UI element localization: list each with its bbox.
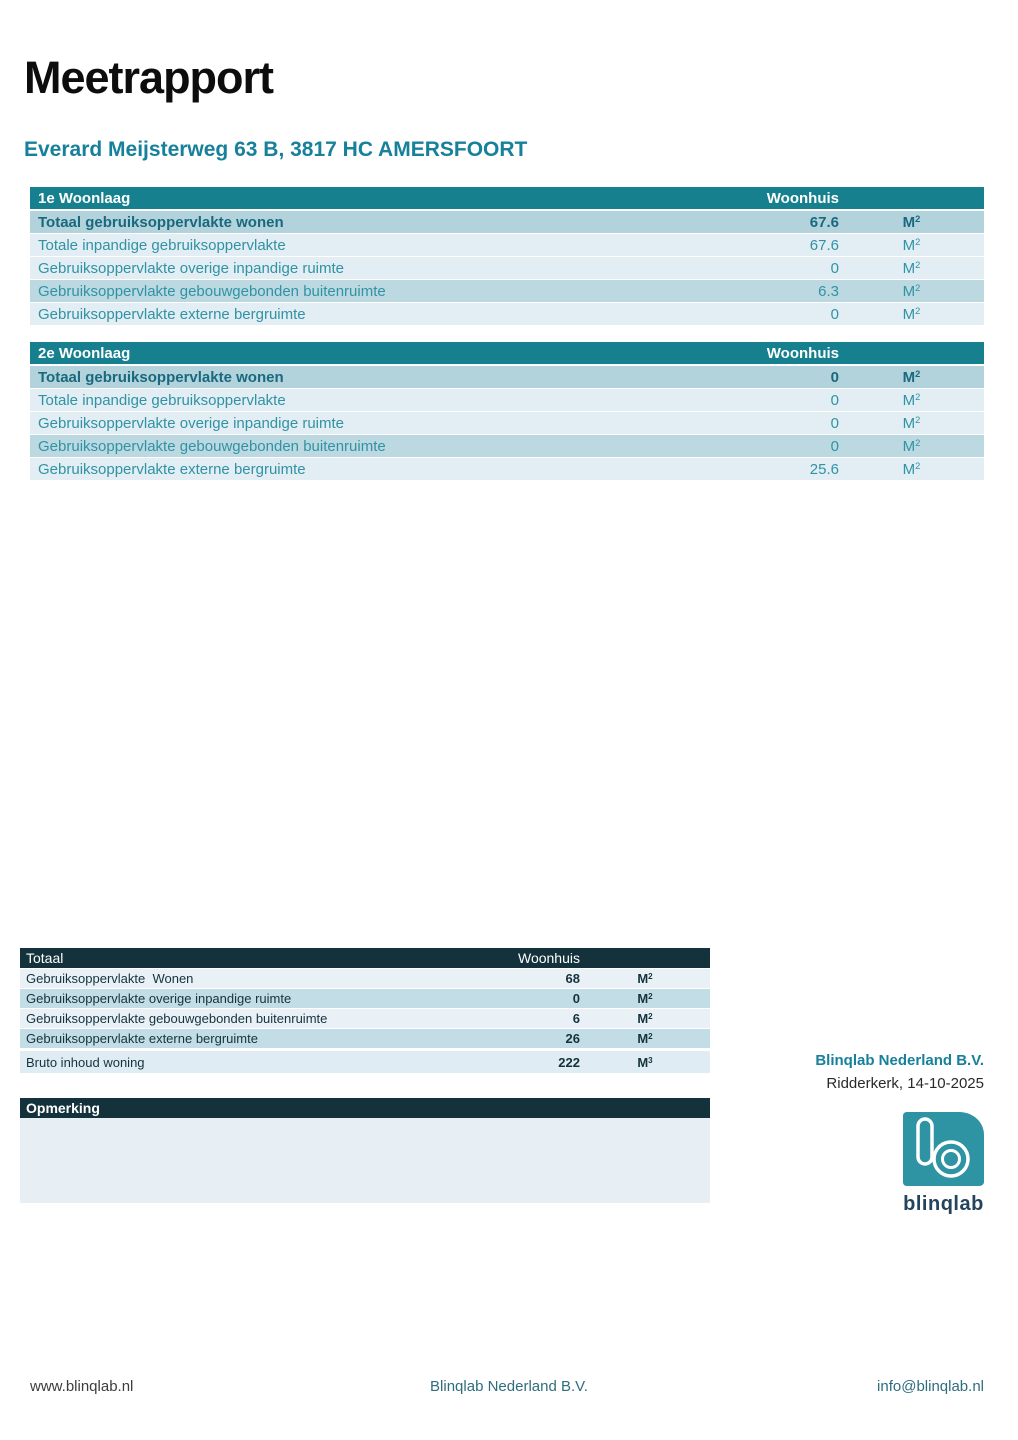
unit-base: M xyxy=(902,259,916,277)
unit-exponent: 2 xyxy=(915,392,921,403)
row-unit xyxy=(839,237,984,254)
unit-base: M xyxy=(902,437,916,455)
row-value: 68 xyxy=(565,971,580,986)
unit-exponent: 2 xyxy=(915,260,921,271)
row-label: Gebruiksoppervlakte externe bergruimte xyxy=(38,305,306,323)
unit-base: M xyxy=(637,1031,649,1046)
unit-base: M xyxy=(902,305,916,323)
unit-exponent: 2 xyxy=(915,283,921,294)
row-unit xyxy=(839,461,984,478)
row-label: Bruto inhoud woning xyxy=(26,1054,145,1070)
row-label: Gebruiksoppervlakte Wonen xyxy=(26,971,194,986)
table-row xyxy=(30,303,984,325)
row-label: Totaal gebruiksoppervlakte wonen xyxy=(38,213,284,231)
row-value: 0 xyxy=(830,259,839,277)
blinqlab-logo xyxy=(903,1112,984,1216)
table-row xyxy=(30,234,984,256)
address-subtitle: Everard Meijsterweg 63 B, 3817 HC AMERSFOORT xyxy=(24,138,528,161)
unit-base: M xyxy=(902,414,916,432)
footer-company: Blinqlab Nederland B.V. xyxy=(430,1378,588,1395)
unit-base: M xyxy=(902,460,916,478)
table-row xyxy=(30,435,984,457)
page-title: Meetrapport xyxy=(24,52,274,103)
row-label: Gebruiksoppervlakte overige inpandige ruimte xyxy=(26,991,292,1006)
row-value: 6 xyxy=(572,1011,580,1026)
table-row xyxy=(20,1009,710,1028)
unit-exponent: 2 xyxy=(648,1032,653,1042)
table-row xyxy=(30,389,984,411)
row-label: Gebruiksoppervlakte externe bergruimte xyxy=(38,460,306,478)
row-label: Gebruiksoppervlakte gebouwgebonden buitenruimte xyxy=(26,1011,328,1026)
unit-base: M xyxy=(902,391,916,409)
column-header-woonhuis: Woonhuis xyxy=(766,189,839,207)
blinqlab-logo-icon xyxy=(903,1112,984,1186)
row-unit xyxy=(839,260,984,277)
unit-exponent: 3 xyxy=(648,1055,653,1065)
unit-exponent: 2 xyxy=(915,438,921,449)
row-value: 0 xyxy=(572,991,580,1006)
column-header-woonhuis: Woonhuis xyxy=(766,344,839,362)
unit-exponent: 2 xyxy=(648,992,653,1002)
row-unit xyxy=(839,214,984,231)
unit-base: M xyxy=(637,971,649,986)
table-row xyxy=(20,969,710,988)
table-totaal xyxy=(20,948,710,1074)
row-unit xyxy=(580,1011,710,1026)
unit-base: M xyxy=(902,368,916,386)
row-value: 0 xyxy=(830,437,839,455)
row-unit xyxy=(839,306,984,323)
footer-email: info@blinqlab.nl xyxy=(877,1378,984,1395)
row-label: Totale inpandige gebruiksoppervlakte xyxy=(38,391,286,409)
unit-base: M xyxy=(902,213,916,231)
table-row xyxy=(20,989,710,1008)
unit-exponent: 2 xyxy=(648,1012,653,1022)
table-row xyxy=(30,412,984,434)
unit-base: M xyxy=(637,1011,649,1026)
table-1e-woonlaag xyxy=(30,187,984,326)
row-value: 67.6 xyxy=(809,236,839,254)
unit-exponent: 2 xyxy=(648,972,653,982)
table-row xyxy=(20,1051,710,1073)
opmerking-body xyxy=(20,1118,710,1203)
table-header-row xyxy=(30,187,984,209)
row-value: 222 xyxy=(558,1054,580,1070)
row-value: 67.6 xyxy=(809,213,839,231)
row-unit xyxy=(839,283,984,300)
place-and-date: Ridderkerk, 14-10-2025 xyxy=(826,1075,984,1092)
unit-base: M xyxy=(637,991,649,1006)
table-title: 1e Woonlaag xyxy=(38,189,131,207)
row-unit xyxy=(580,971,710,986)
opmerking-section xyxy=(20,1098,710,1203)
table-row xyxy=(30,211,984,233)
row-label: Gebruiksoppervlakte gebouwgebonden buitenruimte xyxy=(38,282,386,300)
row-value: 6.3 xyxy=(818,282,839,300)
unit-exponent: 2 xyxy=(915,415,921,426)
unit-exponent: 2 xyxy=(915,214,921,225)
column-header-woonhuis: Woonhuis xyxy=(517,950,580,966)
table-title: 2e Woonlaag xyxy=(38,344,131,362)
row-value: 26 xyxy=(565,1031,580,1046)
blinqlab-wordmark: blinqlab xyxy=(903,1193,984,1215)
row-label: Gebruiksoppervlakte overige inpandige ruimte xyxy=(38,259,345,277)
table-row xyxy=(30,280,984,302)
unit-exponent: 2 xyxy=(915,237,921,248)
row-value: 25.6 xyxy=(809,460,839,478)
unit-base: M xyxy=(902,236,916,254)
row-unit xyxy=(839,369,984,386)
row-value: 0 xyxy=(830,368,839,386)
opmerking-header: Opmerking xyxy=(20,1098,710,1118)
row-unit xyxy=(580,1031,710,1046)
row-unit xyxy=(839,415,984,432)
row-value: 0 xyxy=(830,414,839,432)
unit-exponent: 2 xyxy=(915,461,921,472)
row-unit xyxy=(580,991,710,1006)
row-label: Totale inpandige gebruiksoppervlakte xyxy=(38,236,286,254)
table-2e-woonlaag xyxy=(30,342,984,481)
table-row xyxy=(30,366,984,388)
unit-base: M xyxy=(902,282,916,300)
unit-exponent: 2 xyxy=(915,369,921,380)
row-unit xyxy=(580,1055,710,1070)
row-label: Totaal gebruiksoppervlakte wonen xyxy=(38,368,284,386)
unit-exponent: 2 xyxy=(915,306,921,317)
row-unit xyxy=(839,392,984,409)
row-value: 0 xyxy=(830,391,839,409)
table-title: Totaal xyxy=(26,950,64,966)
row-label: Gebruiksoppervlakte gebouwgebonden buitenruimte xyxy=(38,437,386,455)
signature-block xyxy=(815,1052,984,1092)
table-row xyxy=(20,1029,710,1048)
table-row xyxy=(30,458,984,480)
row-label: Gebruiksoppervlakte overige inpandige ruimte xyxy=(38,414,345,432)
table-row xyxy=(30,257,984,279)
row-value: 0 xyxy=(830,305,839,323)
unit-base: M xyxy=(637,1054,649,1070)
company-name: Blinqlab Nederland B.V. xyxy=(815,1052,984,1069)
table-header-row xyxy=(20,948,710,968)
table-header-row xyxy=(30,342,984,364)
row-unit xyxy=(839,438,984,455)
row-label: Gebruiksoppervlakte externe bergruimte xyxy=(26,1031,258,1046)
footer-website: www.blinqlab.nl xyxy=(30,1378,134,1395)
